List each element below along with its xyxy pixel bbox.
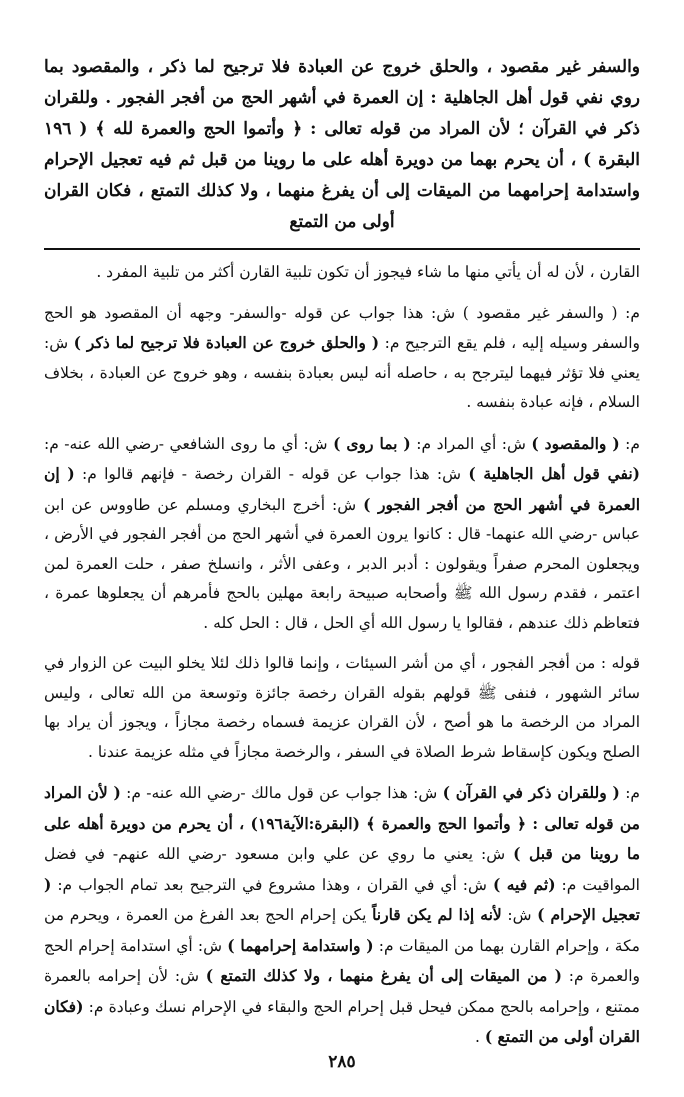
sharh-text-run: ش: أي استدامة إحرام الحج والعمرة م: [44, 936, 640, 985]
sharh-text-run: ش: [501, 906, 538, 924]
sharh-text-run: ش: أخرج البخاري ومسلم عن طاووس عن ابن عباس -رضي الله عنهما- قال : كانوا يرون العمرة في أشهر الحج من أفجر الفجور في الأرض ، ويجعلون المحرم صفراً ويقولون : أدبر الدبر ، وعفى الأثر ، وانسلخ صفر ، حلت العمرة لمن اعتمر ، فقدم رسول الله ﷺ وأصحابه صبيحة رابعة مهلين بالحج فأمرهم أن يجعلوها عمرة ، فتعاظم ذلك عندهم ، فقالوا يا رسول الله أي الحل ، قال : الحل كله . [44, 495, 640, 632]
sharh-text [44, 258, 640, 1053]
matn-paragraph: والسفر غير مقصود ، والحلق خروج عن العبادة فلا ترجيح لما ذكر ، والمقصود بما روي نفي قول أهل الجاهلية : إن العمرة في أشهر الحج من أفجر الفجور . وللقران ذكر في القرآن ؛ لأن المراد من قوله تعالى : ﴿ وأتموا الحج والعمرة لله ﴾ ( ١٩٦ البقرة ) ، أن يحرم بهما من دويرة أهله على ما روينا من قبل ثم فيه تعجيل الإحرام واستدامة إحرامهما من الميقات إلى أن يفرغ منهما ، ولا كذلك التمتع ، فكان القران أولى من التمتع [44, 57, 640, 232]
sharh-paragraph-3 [44, 429, 640, 639]
quoted-matn: ( لأن المراد من قوله تعالى : ﴿ وأتموا الحج والعمرة ﴾ (البقرة:الآية١٩٦) ، أن يحرم من دويرة أهله على ما روينا من قبل ) [44, 783, 640, 863]
sharh-text-run: ش: يعني ما روي عن علي وابن مسعود -رضي الله عنهم- في فضل المواقيت م: [44, 845, 640, 894]
sharh-paragraph-4: قوله : من أفجر الفجور ، أي من أشر السيئات ، وإنما قالوا ذلك لئلا يخلو البيت عن الزوار في سائر الشهور ، فنفى ﷺ قولهم بقوله القران رخصة جائزة وتوسعة من الله تعالى ، وليس المراد من الرخصة ما هو أصح ، لأن القران عزيمة فسماه رخصة مجازاً ، ويجوز أن يراد بها الصلح ويكون كإسقاط شرط الصلاة في السفر ، والرخصة مجازاً في مثله عزيمة عندنا . [44, 654, 640, 761]
sharh-text-run: ش: أي المراد م: [410, 434, 532, 453]
sharh-paragraph-2 [44, 299, 640, 418]
quoted-matn: ( إن العمرة في أشهر الحج من أفجر الفجور ) [44, 464, 640, 514]
matn-text [44, 52, 640, 238]
sharh-text-run: ش: هذا جواب عن قوله - القران رخصة - فإنهم قالوا م: [74, 465, 469, 483]
sharh-text-run: يكن إحرام الحج بعد الفرغ من العمرة ، ويحرم من مكة ، وإحرام القارن بهما من الميقات م: [44, 906, 640, 955]
sharh-text-run: ش: لأن إحرامه بالعمرة ممتنع ، وإحرامه بالحج ممكن فيحل قبل إحرام الحج والبقاء في الإحرام نسك وعبادة م: [44, 967, 640, 1016]
sharh-text-run: . [474, 1028, 485, 1046]
sharh-text-run: ش: أي في القران ، وهذا مشروع في الترجيح بعد تمام الجواب م: [51, 875, 493, 894]
sharh-text-run: م: [619, 784, 641, 802]
sharh-text-run: م: [619, 434, 640, 453]
page-number: ٢٨٥ [328, 1052, 356, 1072]
quoted-matn: ( من الميقات إلى أن يفرغ منهما ، ولا كذلك التمتع ) [205, 966, 562, 985]
quoted-matn: ( وللقران ذكر في القرآن ) [442, 783, 620, 802]
quoted-matn: (ثم فيه ) [492, 874, 556, 894]
quoted-matn: ( بما روى ) [333, 433, 411, 453]
quoted-matn: (فكان القران أولى من التمتع ) [44, 996, 640, 1046]
quoted-matn: ( واستدامة إحرامهما ) [227, 935, 374, 955]
quoted-matn: (نفي قول أهل الجاهلية ) [468, 464, 640, 483]
divider-line [44, 248, 640, 250]
sharh-text-run: م: ( والسفر غير مقصود ) ش: هذا جواب عن قوله -والسفر- وجهه أن المقصود هو الحج والسفر وسيله إليه ، فلم يقع الترجيح م: [44, 303, 640, 352]
quoted-matn: ( والحلق خروج عن العبادة فلا ترجيح لما ذكر ) [73, 333, 380, 352]
sharh-text-run: ش: يعني فلا تؤثر فيهما ليترجح به ، حاصله أنه ليس بعبادة بنفسه ، وهو خروج عن العبادة ، بخلاف السلام ، فإنه عبادة بنفسه . [44, 334, 640, 411]
sharh-paragraph-1: القارن ، لأن له أن يأتي منها ما شاء فيجوز أن تكون تلبية القارن أكثر من تلبية المفرد . [96, 263, 640, 281]
quoted-matn: ( والمقصود ) [531, 433, 620, 453]
sharh-paragraph-5 [44, 778, 640, 1053]
sharh-text-run: ش: أي ما روى الشافعي -رضي الله عنه- م: [44, 434, 334, 453]
quoted-matn: ( تعجيل الإحرام ) [44, 874, 640, 924]
quoted-matn: لأنه إذا لم يكن قارناً [372, 905, 502, 924]
sharh-text-run: ش: هذا جواب عن قول مالك -رضي الله عنه- م: [120, 784, 443, 802]
